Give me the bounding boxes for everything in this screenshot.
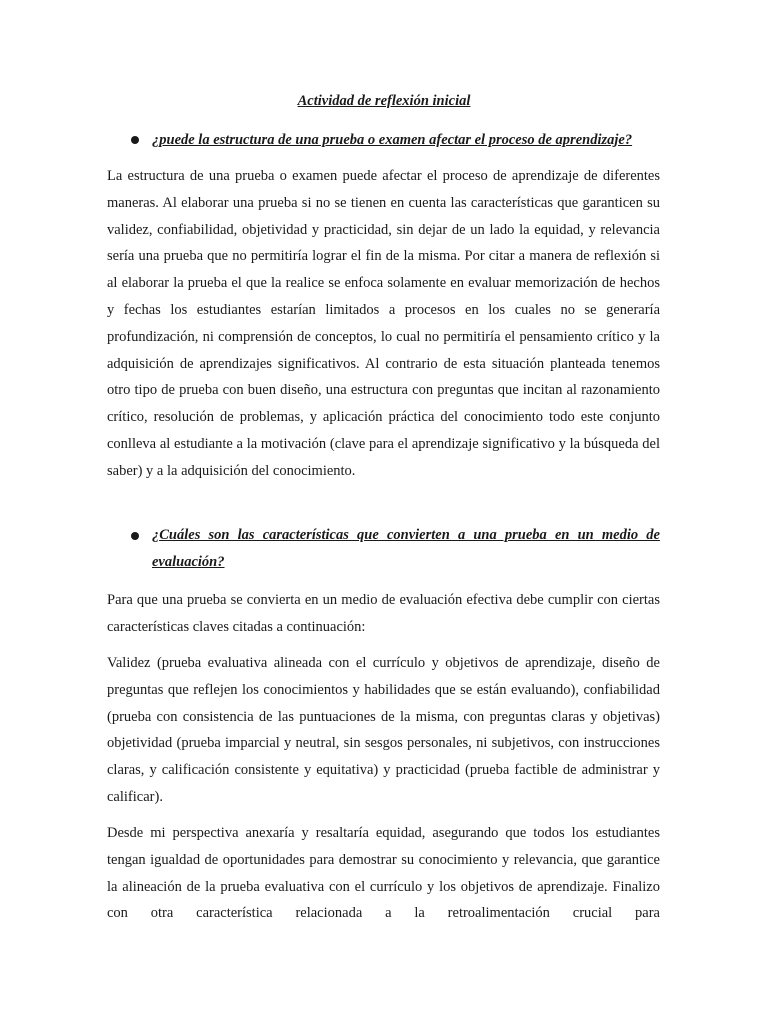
document-title: Actividad de reflexión inicial bbox=[297, 93, 471, 109]
bullet-icon bbox=[131, 532, 139, 540]
bullet-icon bbox=[131, 136, 139, 144]
question-heading-1: ¿puede la estructura de una prueba o examen afectar el proceso de aprendizaje? bbox=[152, 132, 633, 148]
paragraph-1: La estructura de una prueba o examen puede afectar el proceso de aprendizaje de diferentes maneras. Al elaborar una prueba si no se tienen en cuenta las características que garanticen su validez, confiabilidad, objetividad y practicidad, sin dejar de un lado la equidad, y relevancia sería una prueba que no permitiría lograr el fin de la misma. Por citar a manera de reflexión si al elaborar la prueba el que la realice se enfoca solamente en evaluar memorización de hechos y fechas los estudiantes estarían limitados a procesos en los cuales no se generaría profundización, ni comprensión de conceptos, lo cual no permitiría el pensamiento crítico y la adquisición de aprendizajes significativos. Al contrario de esta situación planteada tenemos otro tipo de prueba con buen diseño, una estructura con preguntas que incitan al razonamiento crítico, resolución de problemas, y aplicación práctica del conocimiento todo este conjunto conlleva al estudiante a la motivación (clave para el aprendizaje significativo y la búsqueda del saber) y a la adquisición del conocimiento. bbox=[107, 168, 660, 479]
paragraph-2: Para que una prueba se convierta en un medio de evaluación efectiva debe cumplir con ciertas características claves citadas a continuación: bbox=[107, 592, 660, 635]
paragraph-3: Validez (prueba evaluativa alineada con el currículo y objetivos de aprendizaje, diseño de preguntas que reflejen los conocimientos y habilidades que se están evaluando), confiabilidad (prueba con consistencia de las puntuaciones de la misma, con preguntas claras y objetivas) objetividad (prueba imparcial y neutral, sin sesgos personales, ni subjetivos, con instrucciones claras, y calificación consistente y equitativa) y practicidad (prueba factible de administrar y calificar). bbox=[107, 655, 660, 805]
question-heading-2: ¿Cuáles son las características que convierten a una prueba en un medio de evaluación? bbox=[152, 527, 660, 570]
paragraph-4: Desde mi perspectiva anexaría y resaltaría equidad, asegurando que todos los estudiantes tengan igualdad de oportunidades para demostrar su conocimiento y relevancia, que garantice la alineación de la prueba evaluativa con el currículo y los objetivos de aprendizaje. Finalizo con otra característica relacionada a la retroalimentación crucial para bbox=[107, 825, 660, 922]
